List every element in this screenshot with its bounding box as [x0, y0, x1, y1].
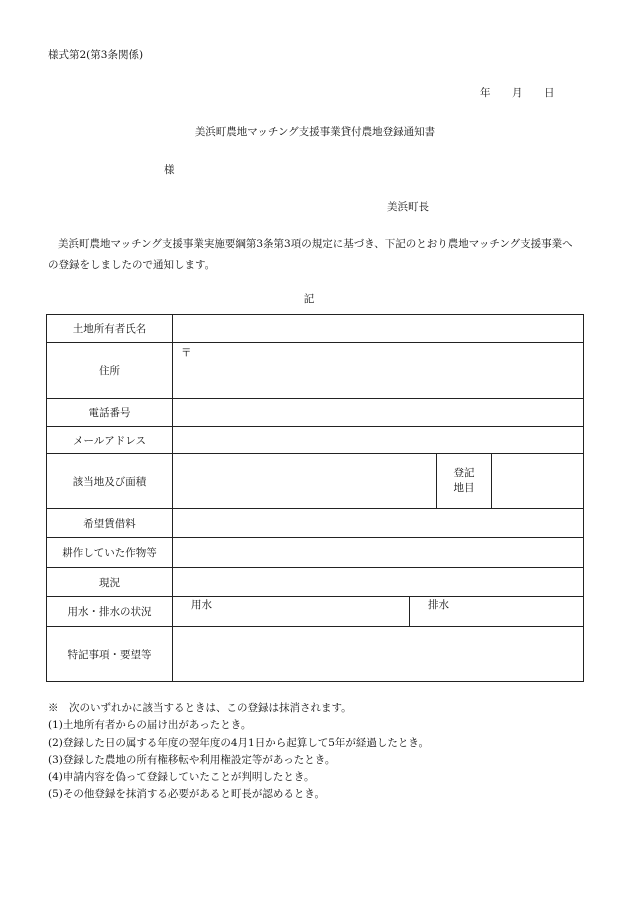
note-item-3: (3)登録した農地の所有権移転や利用権設定等があったとき。	[48, 753, 336, 766]
recipient-suffix: 様	[164, 164, 175, 176]
note-item-5: (5)その他登録を抹消する必要があると町長が認めるとき。	[48, 788, 325, 801]
special-notes-value	[173, 627, 584, 682]
table-row	[47, 538, 584, 568]
year-label: 年	[480, 87, 491, 99]
address-label: 住所	[47, 343, 173, 399]
table-row	[47, 315, 584, 343]
email-label: メールアドレス	[47, 427, 173, 454]
issuer-name: 美浜町長	[387, 201, 429, 213]
notes-section	[48, 700, 429, 804]
address-value	[173, 343, 584, 399]
current-status-label: 現況	[47, 568, 173, 597]
crops-value	[173, 538, 584, 568]
owner-name-value	[173, 315, 584, 343]
document-title: 美浜町農地マッチング支援事業貸付農地登録通知書	[194, 126, 436, 138]
desired-rent-label: 希望賃借料	[47, 509, 173, 538]
water-supply-cell: 用水	[173, 597, 410, 627]
note-item-1: (1)土地所有者からの届け出があったとき。	[48, 719, 252, 732]
special-notes-label: 特記事項・要望等	[47, 627, 173, 682]
table-row	[47, 568, 584, 597]
registered-category-line2: 地目	[453, 482, 475, 494]
notice-body-text: 美浜町農地マッチング支援事業実施要綱第3条第3項の規定に基づき、下記のとおり農地マッチング支援事業への登録をしましたので通知します。	[48, 238, 573, 271]
note-item-2: (2)登録した日の属する年度の翌年度の4月1日から起算して5年が経過したとき。	[48, 736, 429, 749]
table-row	[47, 427, 584, 454]
land-area-label: 該当地及び面積	[47, 454, 173, 509]
crops-label: 耕作していた作物等	[47, 538, 173, 568]
drainage-cell: 排水	[410, 597, 584, 627]
owner-name-label: 土地所有者氏名	[47, 315, 173, 343]
registered-category-line1: 登記	[453, 467, 475, 479]
table-row	[47, 343, 584, 399]
registered-category-value	[492, 454, 584, 509]
ki-heading: 記	[303, 293, 315, 305]
date-line	[480, 85, 555, 100]
current-status-value	[173, 568, 584, 597]
table-row	[47, 454, 584, 509]
month-label: 月	[512, 87, 523, 99]
phone-label: 電話番号	[47, 399, 173, 427]
water-status-label: 用水・排水の状況	[47, 597, 173, 627]
registration-table	[46, 314, 584, 682]
table-row	[47, 509, 584, 538]
form-number-label: 様式第2(第3条関係)	[48, 49, 144, 61]
registered-category-label	[437, 454, 492, 509]
table-row	[47, 597, 584, 627]
note-item-4: (4)申請内容を偽って登録していたことが判明したとき。	[48, 771, 315, 784]
notes-intro: ※ 次のいずれかに該当するときは、この登録は抹消されます。	[48, 702, 352, 714]
postal-mark: 〒	[181, 347, 192, 359]
day-label: 日	[544, 87, 555, 99]
phone-value	[173, 399, 584, 427]
email-value	[173, 427, 584, 454]
table-row	[47, 399, 584, 427]
desired-rent-value	[173, 509, 584, 538]
table-row	[47, 627, 584, 682]
land-area-value	[173, 454, 437, 509]
